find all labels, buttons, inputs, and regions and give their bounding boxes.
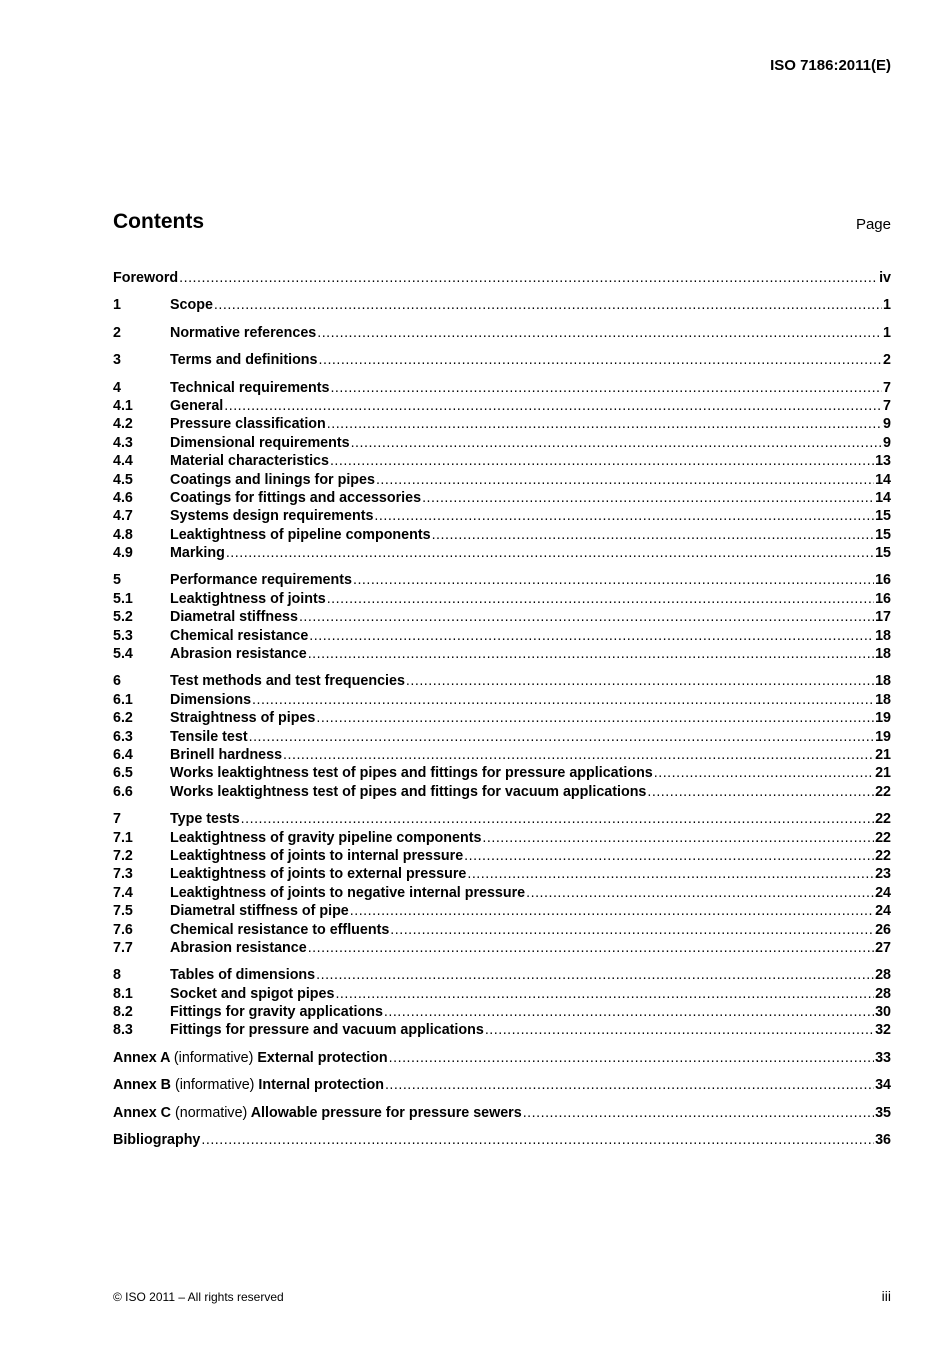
dot-leader — [390, 922, 874, 938]
toc-entry-page: 28 — [875, 985, 891, 1002]
toc-entry-title: Test methods and test frequencies — [170, 673, 405, 690]
dot-leader — [376, 472, 874, 488]
toc-entry-number: 4.6 — [113, 489, 133, 506]
toc-entry-page: 15 — [875, 508, 891, 525]
toc-entry[interactable] — [113, 1050, 891, 1068]
toc-entry-number: 2 — [113, 324, 121, 341]
dot-leader — [482, 830, 874, 846]
toc-entry-number: 4.5 — [113, 471, 133, 488]
toc-entry[interactable] — [113, 1077, 891, 1095]
toc-entry-number: 5.4 — [113, 646, 133, 663]
toc-entry[interactable] — [113, 765, 891, 783]
toc-entry-page: 9 — [883, 416, 891, 433]
toc-entry-page: 35 — [875, 1104, 891, 1121]
toc-entry-page: 17 — [875, 609, 891, 626]
toc-entry[interactable] — [113, 609, 891, 627]
contents-heading: Contents — [113, 210, 204, 233]
dot-leader — [485, 1022, 874, 1038]
toc-entry[interactable] — [113, 784, 891, 802]
toc-entry-page: 33 — [875, 1049, 891, 1066]
toc-entry-page: 34 — [875, 1077, 891, 1094]
toc-entry[interactable] — [113, 747, 891, 765]
toc-entry-title — [113, 1105, 522, 1121]
toc-entry-page: 19 — [875, 710, 891, 727]
toc-entry-title: Marking — [170, 545, 225, 562]
toc-entry-title: Leaktightness of joints to external pressure — [170, 866, 467, 883]
toc-entry-page: 22 — [875, 783, 891, 800]
toc-entry[interactable] — [113, 646, 891, 664]
toc-entry[interactable] — [113, 325, 891, 343]
toc-entry[interactable] — [113, 545, 891, 563]
toc-entry-number: 7.2 — [113, 847, 133, 864]
toc-entry-title: Coatings for fittings and accessories — [170, 489, 422, 506]
dot-leader — [308, 940, 874, 956]
toc-entry-title: Leaktightness of gravity pipeline components — [170, 829, 482, 846]
toc-entry[interactable] — [113, 472, 891, 490]
toc-entry-page: 28 — [875, 967, 891, 984]
toc-entry-page: 30 — [875, 1004, 891, 1021]
toc-entry-page: 18 — [875, 627, 891, 644]
toc-entry-title: Abrasion resistance — [170, 939, 307, 956]
toc-entry-page: 22 — [875, 811, 891, 828]
dot-leader — [319, 352, 883, 368]
toc-entry[interactable] — [113, 986, 891, 1004]
toc-entry[interactable] — [113, 453, 891, 471]
toc-entry-title: Fittings for pressure and vacuum applications — [170, 1022, 484, 1039]
toc-entry-page: 2 — [883, 352, 891, 369]
dot-leader — [351, 435, 882, 451]
toc-entry[interactable] — [113, 1105, 891, 1123]
toc-entry[interactable] — [113, 940, 891, 958]
toc-entry-title: Performance requirements — [170, 572, 352, 589]
toc-entry-number: 7.1 — [113, 829, 133, 846]
toc-entry[interactable] — [113, 903, 891, 921]
toc-entry-page: 36 — [875, 1132, 891, 1149]
toc-entry-title: Leaktightness of pipeline components — [170, 526, 431, 543]
annex-type: (informative) — [173, 1049, 254, 1066]
annex-title: Internal protection — [258, 1077, 384, 1094]
toc-entry[interactable] — [113, 866, 891, 884]
toc-entry[interactable] — [113, 628, 891, 646]
toc-entry-page: 15 — [875, 545, 891, 562]
dot-leader — [647, 784, 874, 800]
toc-entry-page: 27 — [875, 939, 891, 956]
toc-entry-page: 14 — [875, 489, 891, 506]
toc-entry-title: Leaktightness of joints to negative internal pressure — [170, 884, 526, 901]
toc-entry-page: 18 — [875, 691, 891, 708]
toc-entry-number: 8.1 — [113, 985, 133, 1002]
toc-entry-number: 4 — [113, 379, 121, 396]
toc-entry-number: 7.3 — [113, 866, 133, 883]
toc-entry[interactable] — [113, 380, 891, 398]
toc-entry-page: 16 — [875, 572, 891, 589]
toc-entry-number: 4.7 — [113, 508, 133, 525]
toc-entry[interactable] — [113, 572, 891, 590]
toc-entry-title: Pressure classification — [170, 416, 326, 433]
toc-entry[interactable] — [113, 692, 891, 710]
toc-entry-page: 9 — [883, 434, 891, 451]
dot-leader — [299, 609, 874, 625]
toc-entry-page: 24 — [875, 903, 891, 920]
dot-leader — [249, 729, 874, 745]
toc-entry-number: 4.1 — [113, 397, 133, 414]
toc-entry-title: Material characteristics — [170, 453, 329, 470]
toc-entry[interactable] — [113, 1132, 891, 1150]
toc-entry-title: General — [170, 397, 224, 414]
toc-entry-number: 6.1 — [113, 691, 133, 708]
copyright-notice: © ISO 2011 – All rights reserved — [113, 1290, 284, 1304]
toc-entry-number: 7 — [113, 811, 121, 828]
toc-entry-page: 13 — [875, 453, 891, 470]
dot-leader — [330, 380, 882, 396]
toc-entry-page: 22 — [875, 829, 891, 846]
dot-leader — [335, 986, 874, 1002]
toc-entry-number: 4.3 — [113, 434, 133, 451]
annex-label: Annex C — [113, 1104, 171, 1121]
toc-entry-number: 6 — [113, 673, 121, 690]
toc-entry[interactable] — [113, 398, 891, 416]
toc-entry-title: Technical requirements — [170, 379, 330, 396]
toc-entry[interactable] — [113, 830, 891, 848]
document-id: ISO 7186:2011(E) — [770, 57, 891, 74]
toc-entry-number: 6.6 — [113, 783, 133, 800]
dot-leader — [464, 848, 874, 864]
dot-leader — [226, 545, 874, 561]
toc-entry-page: 1 — [883, 324, 891, 341]
dot-leader — [389, 1050, 874, 1066]
toc-entry-title — [113, 1050, 388, 1066]
toc-entry-number: 8.3 — [113, 1022, 133, 1039]
dot-leader — [327, 591, 874, 607]
toc-entry-number: 5.2 — [113, 609, 133, 626]
toc-entry-number: 7.6 — [113, 921, 133, 938]
toc-entry-number: 7.5 — [113, 903, 133, 920]
toc-entry-title: Systems design requirements — [170, 508, 374, 525]
toc-entry[interactable] — [113, 673, 891, 691]
toc-entry[interactable] — [113, 885, 891, 903]
table-of-contents — [113, 270, 891, 1150]
toc-entry-page: 21 — [875, 746, 891, 763]
dot-leader — [327, 416, 882, 432]
dot-leader — [467, 866, 874, 882]
toc-entry-title — [113, 1077, 384, 1093]
toc-entry-page: 18 — [875, 673, 891, 690]
toc-entry-number: 8.2 — [113, 1004, 133, 1021]
dot-leader — [422, 490, 874, 506]
toc-entry-number: 4.2 — [113, 416, 133, 433]
toc-entry-title: Dimensional requirements — [170, 434, 350, 451]
toc-entry-page: 15 — [875, 526, 891, 543]
toc-entry-page: 23 — [875, 866, 891, 883]
toc-entry-title: Leaktightness of joints — [170, 590, 326, 607]
toc-entry-number: 5.1 — [113, 590, 133, 607]
toc-entry-number: 6.3 — [113, 728, 133, 745]
toc-entry-title: Socket and spigot pipes — [170, 985, 335, 1002]
toc-entry-number: 5.3 — [113, 627, 133, 644]
toc-entry-title: Works leaktightness test of pipes and fittings for vacuum applications — [170, 783, 647, 800]
dot-leader — [523, 1105, 874, 1121]
toc-entry[interactable] — [113, 435, 891, 453]
toc-entry-page: 7 — [883, 397, 891, 414]
dot-leader — [385, 1077, 874, 1093]
annex-label: Annex B — [113, 1077, 171, 1094]
toc-entry-page: 24 — [875, 884, 891, 901]
toc-entry-title: Works leaktightness test of pipes and fittings for pressure applications — [170, 765, 653, 782]
toc-entry-number: 6.5 — [113, 765, 133, 782]
toc-entry-title: Coatings and linings for pipes — [170, 471, 375, 488]
page-column-label: Page — [855, 216, 891, 233]
annex-label: Annex A — [113, 1049, 170, 1066]
dot-leader — [283, 747, 874, 763]
dot-leader — [353, 572, 874, 588]
toc-entry-page: 26 — [875, 921, 891, 938]
toc-entry[interactable] — [113, 967, 891, 985]
toc-entry-title: Terms and definitions — [170, 352, 318, 369]
toc-entry-title: Tables of dimensions — [170, 967, 316, 984]
toc-entry-title: Normative references — [170, 324, 317, 341]
toc-entry[interactable] — [113, 848, 891, 866]
toc-entry-page: 7 — [883, 379, 891, 396]
dot-leader — [252, 692, 874, 708]
dot-leader — [179, 270, 878, 286]
toc-entry-page: 1 — [883, 297, 891, 314]
dot-leader — [241, 811, 874, 827]
toc-entry-title: Abrasion resistance — [170, 646, 307, 663]
toc-entry-title: Type tests — [170, 811, 240, 828]
toc-entry[interactable] — [113, 710, 891, 728]
toc-entry-title: Diametral stiffness of pipe — [170, 903, 349, 920]
toc-entry[interactable] — [113, 508, 891, 526]
toc-entry-title: Diametral stiffness — [170, 609, 298, 626]
toc-entry-page: 22 — [875, 847, 891, 864]
dot-leader — [384, 1004, 874, 1020]
toc-entry-title: Leaktightness of joints to internal pressure — [170, 847, 464, 864]
toc-entry-title: Tensile test — [170, 728, 248, 745]
toc-entry-title: Fittings for gravity applications — [170, 1004, 383, 1021]
annex-type: (normative) — [174, 1104, 248, 1121]
toc-entry-page: 18 — [875, 646, 891, 663]
toc-entry[interactable] — [113, 1004, 891, 1022]
toc-entry[interactable] — [113, 297, 891, 315]
toc-entry-number: 3 — [113, 352, 121, 369]
dot-leader — [374, 508, 874, 524]
toc-entry-number: 7.4 — [113, 884, 133, 901]
dot-leader — [214, 297, 882, 313]
toc-entry-number: 4.9 — [113, 545, 133, 562]
toc-entry-page: 19 — [875, 728, 891, 745]
toc-entry[interactable] — [113, 527, 891, 545]
toc-entry-title: Bibliography — [113, 1132, 201, 1149]
page-number: iii — [881, 1288, 891, 1304]
toc-entry[interactable] — [113, 811, 891, 829]
toc-entry-title: Scope — [170, 297, 213, 314]
toc-entry[interactable] — [113, 1022, 891, 1040]
dot-leader — [224, 398, 882, 414]
dot-leader — [308, 646, 874, 662]
toc-entry-number: 5 — [113, 572, 121, 589]
toc-entry[interactable] — [113, 591, 891, 609]
dot-leader — [406, 673, 874, 689]
toc-entry-number: 4.4 — [113, 453, 133, 470]
toc-entry-number: 7.7 — [113, 939, 133, 956]
toc-entry[interactable] — [113, 729, 891, 747]
toc-entry[interactable] — [113, 922, 891, 940]
dot-leader — [317, 325, 882, 341]
dot-leader — [432, 527, 875, 543]
toc-entry[interactable] — [113, 490, 891, 508]
toc-entry-page: 14 — [875, 471, 891, 488]
toc-entry-title: Straightness of pipes — [170, 710, 316, 727]
toc-entry[interactable] — [113, 352, 891, 370]
toc-entry-number: 6.4 — [113, 746, 133, 763]
dot-leader — [316, 967, 874, 983]
toc-entry[interactable] — [113, 416, 891, 434]
toc-entry-page: iv — [879, 270, 891, 286]
dot-leader — [309, 628, 874, 644]
toc-entry[interactable] — [113, 270, 891, 288]
toc-entry-page: 16 — [875, 590, 891, 607]
toc-entry-title: Foreword — [113, 270, 179, 286]
annex-type: (informative) — [174, 1077, 255, 1094]
dot-leader — [654, 765, 874, 781]
dot-leader — [201, 1132, 874, 1148]
annex-title: External protection — [257, 1049, 388, 1066]
dot-leader — [316, 710, 874, 726]
toc-entry-title: Chemical resistance to effluents — [170, 921, 390, 938]
toc-entry-title: Dimensions — [170, 691, 252, 708]
toc-entry-number: 1 — [113, 297, 121, 314]
toc-entry-page: 21 — [875, 765, 891, 782]
dot-leader — [350, 903, 874, 919]
toc-entry-title: Brinell hardness — [170, 746, 283, 763]
toc-entry-number: 8 — [113, 967, 121, 984]
toc-entry-number: 4.8 — [113, 526, 133, 543]
toc-entry-number: 6.2 — [113, 710, 133, 727]
toc-entry-page: 32 — [875, 1022, 891, 1039]
dot-leader — [330, 453, 874, 469]
toc-entry-title: Chemical resistance — [170, 627, 309, 644]
annex-title: Allowable pressure for pressure sewers — [250, 1104, 522, 1121]
dot-leader — [526, 885, 874, 901]
